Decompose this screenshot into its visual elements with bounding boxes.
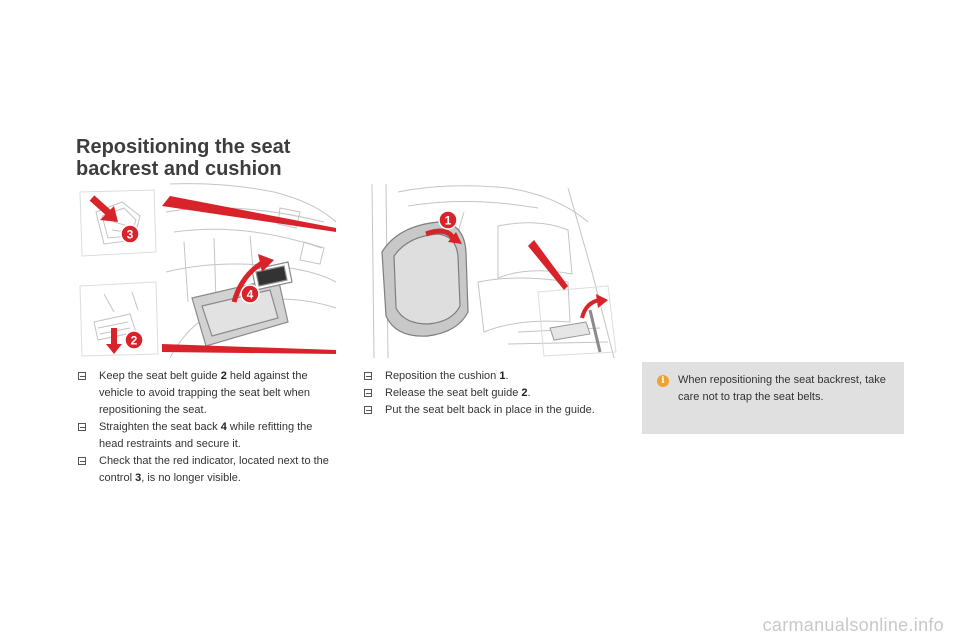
- pointer-line-top: [162, 196, 336, 232]
- callout-1-label: 1: [444, 213, 452, 228]
- checkbox-bullet-icon: [78, 372, 86, 380]
- list-item: Check that the red indicator, located next to the control 3, is no longer visible.: [76, 453, 338, 487]
- checkbox-bullet-icon: [364, 406, 372, 414]
- checkbox-bullet-icon: [78, 457, 86, 465]
- callout-3: [121, 225, 139, 243]
- list-item: Straighten the seat back 4 while refitting the head restraints and secure it.: [76, 419, 338, 453]
- checkbox-bullet-icon: [364, 372, 372, 380]
- callout-4: [241, 285, 259, 303]
- checkbox-bullet-icon: [78, 423, 86, 431]
- info-note-text: When repositioning the seat backrest, take care not to trap the seat belts.: [678, 374, 886, 403]
- callout-2-label: 2: [130, 333, 138, 348]
- illustration-seat-cushion: [368, 182, 620, 358]
- info-icon: i: [657, 375, 669, 387]
- callout-2: [125, 331, 143, 349]
- section-title-line-1: Repositioning the seat: [76, 136, 291, 158]
- illustration-seat-backrest: [74, 182, 338, 358]
- list-item: Release the seat belt guide 2.: [362, 385, 624, 402]
- callout-1: [439, 211, 457, 229]
- steps-list-cushion: [362, 368, 624, 419]
- pointer-line-bottom: [162, 344, 336, 354]
- list-item: Put the seat belt back in place in the guide.: [362, 402, 624, 419]
- pointer-line-right: [528, 240, 568, 290]
- callout-4-label: 4: [246, 287, 254, 302]
- info-note-box: [642, 362, 904, 434]
- watermark: carmanualsonline.info: [762, 615, 944, 635]
- steps-list-backrest: [76, 368, 338, 487]
- list-item: Reposition the cushion 1.: [362, 368, 624, 385]
- list-item: Keep the seat belt guide 2 held against the vehicle to avoid trapping the seat belt when repositioning the seat.: [76, 368, 338, 419]
- section-title-line-2: backrest and cushion: [76, 158, 282, 180]
- checkbox-bullet-icon: [364, 389, 372, 397]
- section-title: [76, 136, 376, 180]
- callout-3-label: 3: [126, 227, 134, 242]
